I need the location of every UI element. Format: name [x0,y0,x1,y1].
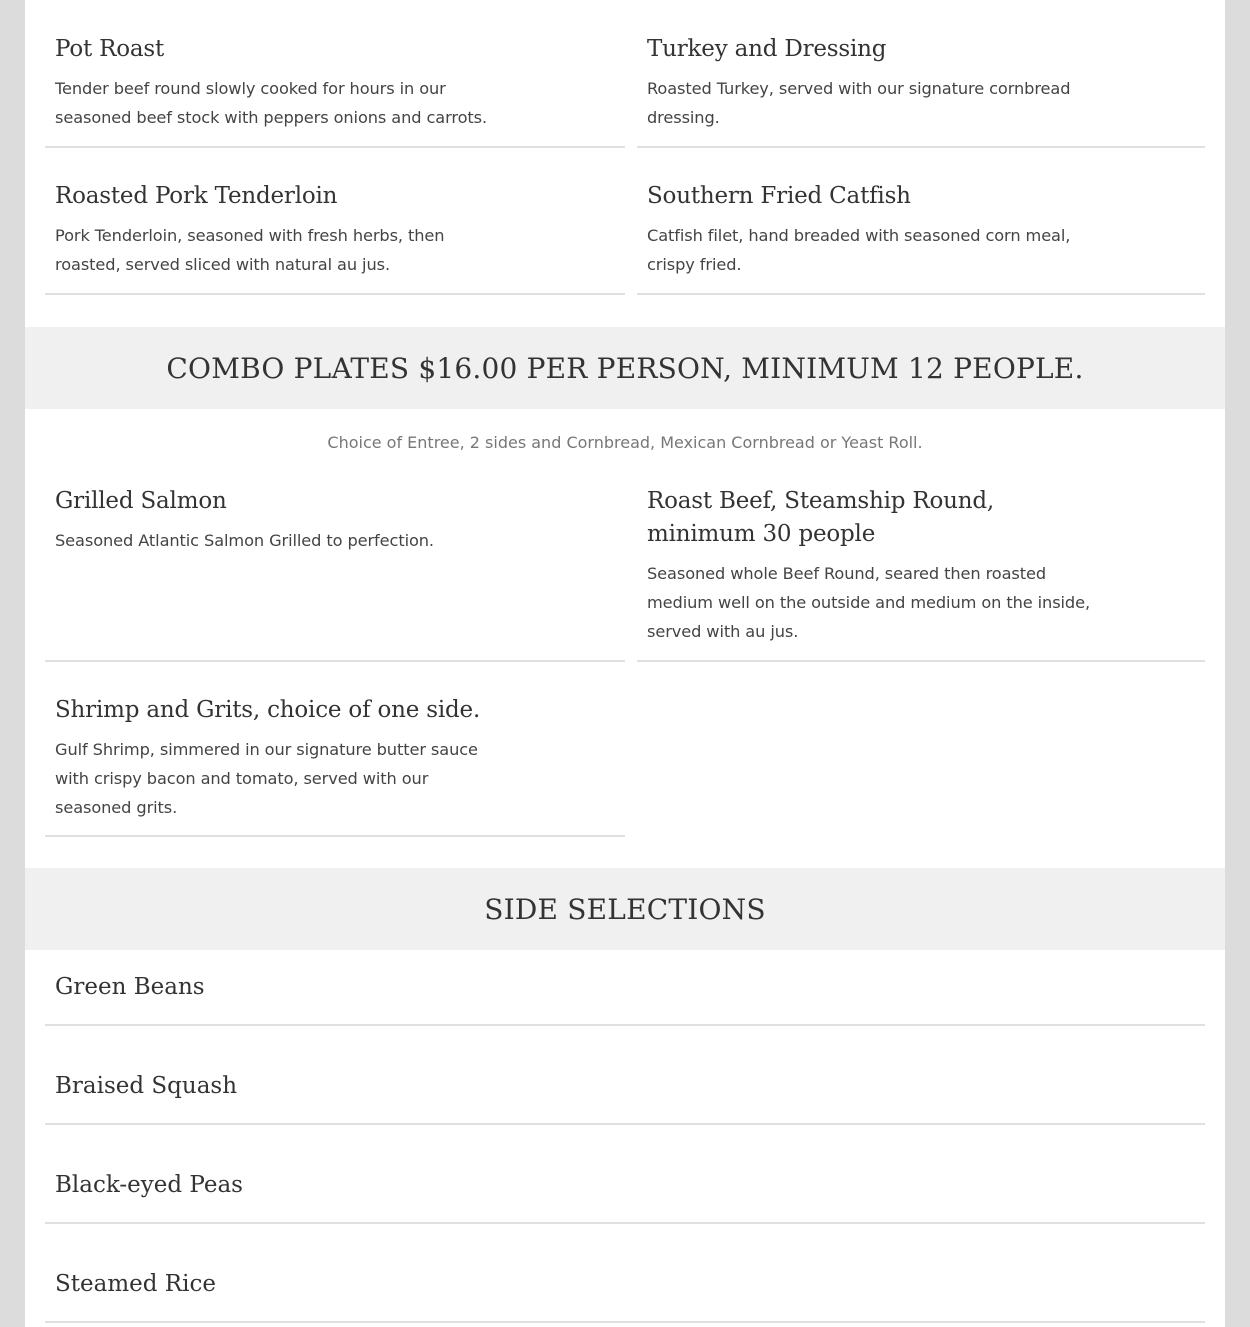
side-item-name: Steamed Rice [55,1271,216,1297]
menu-item [637,33,1205,148]
menu-item [45,180,625,295]
empty-cell [637,662,1205,837]
side-item-name: Black-eyed Peas [55,1172,243,1198]
menu-item-description: Seasoned whole Beef Round, seared then roasted medium well on the outside and medium on the inside, served with au jus. [647,564,1091,641]
menu-item-description: Tender beef round slowly cooked for hours in our seasoned beef stock with peppers onions and carrots. [55,79,488,127]
menu-item-description: Roasted Turkey, served with our signature cornbread dressing. [647,79,1071,127]
combo-heading-band [25,327,1225,409]
menu-item-description: Catfish filet, hand breaded with seasoned corn meal, crispy fried. [647,226,1071,274]
menu-item-name: Turkey and Dressing [647,36,887,62]
sides-list [25,950,1225,1323]
side-item [45,971,1205,1026]
menu-item [637,485,1205,662]
menu-item-description: Pork Tenderloin, seasoned with fresh herbs, then roasted, served sliced with natural au jus. [55,226,445,274]
menu-item [45,485,625,662]
side-item [45,1070,1205,1125]
menu-item [45,694,625,837]
menu-item-name: Roast Beef, Steamship Round, minimum 30 people [647,488,995,547]
menu-page [25,0,1225,1327]
menu-item [45,33,625,148]
side-item [45,1169,1205,1224]
menu-item [637,180,1205,295]
menu-item-name: Shrimp and Grits, choice of one side. [55,697,481,723]
side-item-name: Braised Squash [55,1073,238,1099]
combo-grid [25,485,1225,837]
menu-item-description: Seasoned Atlantic Salmon Grilled to perfection. [55,531,434,550]
entree-grid [25,0,1225,295]
combo-heading: COMBO PLATES $16.00 PER PERSON, MINIMUM 12 PEOPLE. [166,351,1084,385]
menu-item-name: Roasted Pork Tenderloin [55,183,338,209]
menu-item-name: Grilled Salmon [55,488,227,514]
side-item-name: Green Beans [55,974,205,1000]
sides-heading-band [25,868,1225,950]
menu-item-name: Pot Roast [55,36,165,62]
sides-heading: SIDE SELECTIONS [484,892,766,926]
side-item [45,1268,1205,1323]
menu-item-description: Gulf Shrimp, simmered in our signature butter sauce with crispy bacon and tomato, served with our seasoned grits. [55,740,478,817]
menu-item-name: Southern Fried Catfish [647,183,911,209]
combo-note: Choice of Entree, 2 sides and Cornbread, Mexican Cornbread or Yeast Roll. [327,433,923,452]
